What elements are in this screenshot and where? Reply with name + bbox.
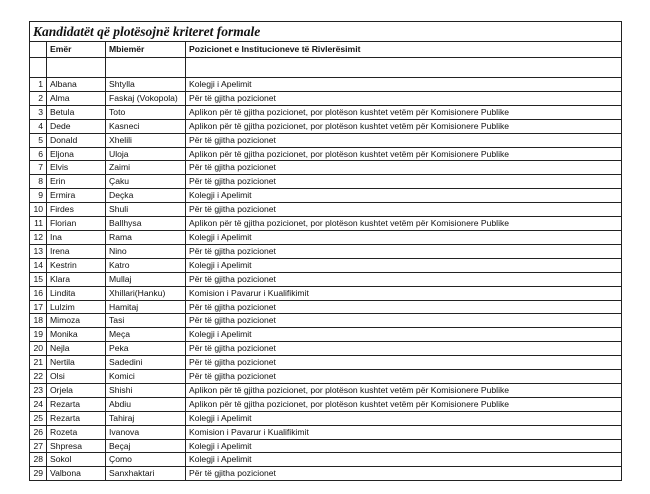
row-number: 3 bbox=[30, 105, 47, 119]
first-name-cell: Elvis bbox=[47, 161, 106, 175]
first-name-cell: Dede bbox=[47, 119, 106, 133]
row-number: 19 bbox=[30, 328, 47, 342]
position-cell: Kolegji i Apelimit bbox=[186, 453, 622, 467]
last-name-cell: Katro bbox=[106, 258, 186, 272]
last-name-cell: Komici bbox=[106, 370, 186, 384]
last-name-cell: Zaimi bbox=[106, 161, 186, 175]
table-row bbox=[30, 397, 622, 411]
row-number: 15 bbox=[30, 272, 47, 286]
last-name-cell: Rama bbox=[106, 230, 186, 244]
last-name-cell: Çaku bbox=[106, 175, 186, 189]
row-number: 4 bbox=[30, 119, 47, 133]
last-name-cell: Uloja bbox=[106, 147, 186, 161]
last-name-cell: Sanxhaktari bbox=[106, 467, 186, 481]
first-name-cell: Irena bbox=[47, 244, 106, 258]
position-cell: Kolegji i Apelimit bbox=[186, 411, 622, 425]
table-row bbox=[30, 272, 622, 286]
table-row bbox=[30, 147, 622, 161]
position-cell: Aplikon për të gjitha pozicionet, por plotëson kushtet vetëm për Komisionere Publike bbox=[186, 397, 622, 411]
blank-cell bbox=[106, 58, 186, 78]
table-row bbox=[30, 91, 622, 105]
last-name-cell: Beçaj bbox=[106, 439, 186, 453]
position-cell: Për të gjitha pozicionet bbox=[186, 203, 622, 217]
position-cell: Për të gjitha pozicionet bbox=[186, 467, 622, 481]
row-number: 9 bbox=[30, 189, 47, 203]
first-name-cell: Lindita bbox=[47, 286, 106, 300]
first-name-cell: Lulzim bbox=[47, 300, 106, 314]
row-number: 2 bbox=[30, 91, 47, 105]
blank-row bbox=[30, 58, 622, 78]
row-number: 10 bbox=[30, 203, 47, 217]
first-name-cell: Eljona bbox=[47, 147, 106, 161]
table-row bbox=[30, 286, 622, 300]
table-body bbox=[30, 78, 622, 481]
last-name-cell: Meça bbox=[106, 328, 186, 342]
table-row bbox=[30, 258, 622, 272]
position-cell: Për të gjitha pozicionet bbox=[186, 244, 622, 258]
row-number: 26 bbox=[30, 425, 47, 439]
table-row bbox=[30, 425, 622, 439]
row-number: 11 bbox=[30, 217, 47, 231]
row-number: 8 bbox=[30, 175, 47, 189]
header-first-name: Emër bbox=[47, 42, 106, 58]
table-row bbox=[30, 119, 622, 133]
table-row bbox=[30, 105, 622, 119]
position-cell: Aplikon për të gjitha pozicionet, por plotëson kushtet vetëm për Komisionere Publike bbox=[186, 119, 622, 133]
row-number: 16 bbox=[30, 286, 47, 300]
position-cell: Komision i Pavarur i Kualifikimit bbox=[186, 286, 622, 300]
first-name-cell: Nertila bbox=[47, 356, 106, 370]
position-cell: Për të gjitha pozicionet bbox=[186, 272, 622, 286]
last-name-cell: Peka bbox=[106, 342, 186, 356]
row-number: 13 bbox=[30, 244, 47, 258]
position-cell: Kolegji i Apelimit bbox=[186, 439, 622, 453]
first-name-cell: Olsi bbox=[47, 370, 106, 384]
row-number: 12 bbox=[30, 230, 47, 244]
position-cell: Aplikon për të gjitha pozicionet, por plotëson kushtet vetëm për Komisionere Publike bbox=[186, 105, 622, 119]
last-name-cell: Shuli bbox=[106, 203, 186, 217]
position-cell: Për të gjitha pozicionet bbox=[186, 342, 622, 356]
blank-cell bbox=[30, 58, 47, 78]
header-row bbox=[30, 42, 622, 58]
first-name-cell: Orjela bbox=[47, 383, 106, 397]
row-number: 7 bbox=[30, 161, 47, 175]
first-name-cell: Ina bbox=[47, 230, 106, 244]
table-row bbox=[30, 133, 622, 147]
first-name-cell: Valbona bbox=[47, 467, 106, 481]
last-name-cell: Tasi bbox=[106, 314, 186, 328]
row-number: 1 bbox=[30, 78, 47, 92]
title-row bbox=[30, 22, 622, 42]
table-row bbox=[30, 383, 622, 397]
row-number: 18 bbox=[30, 314, 47, 328]
first-name-cell: Albana bbox=[47, 78, 106, 92]
blank-cell bbox=[47, 58, 106, 78]
position-cell: Kolegji i Apelimit bbox=[186, 78, 622, 92]
first-name-cell: Donald bbox=[47, 133, 106, 147]
first-name-cell: Sokol bbox=[47, 453, 106, 467]
row-number: 25 bbox=[30, 411, 47, 425]
position-cell: Kolegji i Apelimit bbox=[186, 189, 622, 203]
first-name-cell: Erin bbox=[47, 175, 106, 189]
row-number: 24 bbox=[30, 397, 47, 411]
first-name-cell: Betula bbox=[47, 105, 106, 119]
row-number: 6 bbox=[30, 147, 47, 161]
last-name-cell: Xhelili bbox=[106, 133, 186, 147]
row-number: 20 bbox=[30, 342, 47, 356]
row-number: 29 bbox=[30, 467, 47, 481]
table-row bbox=[30, 411, 622, 425]
position-cell: Aplikon për të gjitha pozicionet, por plotëson kushtet vetëm për Komisionere Publike bbox=[186, 217, 622, 231]
last-name-cell: Faskaj (Vokopola) bbox=[106, 91, 186, 105]
table-row bbox=[30, 217, 622, 231]
row-number: 17 bbox=[30, 300, 47, 314]
position-cell: Kolegji i Apelimit bbox=[186, 258, 622, 272]
header-position: Pozicionet e Institucioneve të Rivlerësimit bbox=[186, 42, 622, 58]
first-name-cell: Alma bbox=[47, 91, 106, 105]
table-row bbox=[30, 230, 622, 244]
last-name-cell: Shtylla bbox=[106, 78, 186, 92]
position-cell: Për të gjitha pozicionet bbox=[186, 314, 622, 328]
table-row bbox=[30, 356, 622, 370]
position-cell: Për të gjitha pozicionet bbox=[186, 133, 622, 147]
row-number: 22 bbox=[30, 370, 47, 384]
first-name-cell: Rezarta bbox=[47, 411, 106, 425]
position-cell: Për të gjitha pozicionet bbox=[186, 161, 622, 175]
last-name-cell: Sadedini bbox=[106, 356, 186, 370]
position-cell: Kolegji i Apelimit bbox=[186, 230, 622, 244]
table-row bbox=[30, 189, 622, 203]
table-row bbox=[30, 203, 622, 217]
last-name-cell: Nino bbox=[106, 244, 186, 258]
last-name-cell: Çomo bbox=[106, 453, 186, 467]
first-name-cell: Ermira bbox=[47, 189, 106, 203]
first-name-cell: Shpresa bbox=[47, 439, 106, 453]
last-name-cell: Kasneci bbox=[106, 119, 186, 133]
first-name-cell: Mimoza bbox=[47, 314, 106, 328]
table-row bbox=[30, 175, 622, 189]
table-title: Kandidatët që plotësojnë kriteret formale bbox=[30, 22, 622, 42]
last-name-cell: Deçka bbox=[106, 189, 186, 203]
position-cell: Për të gjitha pozicionet bbox=[186, 91, 622, 105]
table-row bbox=[30, 370, 622, 384]
candidates-table bbox=[29, 21, 622, 481]
last-name-cell: Hamitaj bbox=[106, 300, 186, 314]
row-number: 23 bbox=[30, 383, 47, 397]
last-name-cell: Ballhysa bbox=[106, 217, 186, 231]
table-row bbox=[30, 300, 622, 314]
header-number bbox=[30, 42, 47, 58]
row-number: 5 bbox=[30, 133, 47, 147]
table-row bbox=[30, 467, 622, 481]
table-row bbox=[30, 78, 622, 92]
table-row bbox=[30, 328, 622, 342]
header-last-name: Mbiemër bbox=[106, 42, 186, 58]
blank-cell bbox=[186, 58, 622, 78]
row-number: 27 bbox=[30, 439, 47, 453]
position-cell: Për të gjitha pozicionet bbox=[186, 356, 622, 370]
table-row bbox=[30, 342, 622, 356]
first-name-cell: Firdes bbox=[47, 203, 106, 217]
table-row bbox=[30, 244, 622, 258]
position-cell: Aplikon për të gjitha pozicionet, por plotëson kushtet vetëm për Komisionere Publike bbox=[186, 147, 622, 161]
position-cell: Kolegji i Apelimit bbox=[186, 328, 622, 342]
position-cell: Aplikon për të gjitha pozicionet, por plotëson kushtet vetëm për Komisionere Publike bbox=[186, 383, 622, 397]
table-row bbox=[30, 161, 622, 175]
last-name-cell: Tahiraj bbox=[106, 411, 186, 425]
first-name-cell: Nejla bbox=[47, 342, 106, 356]
last-name-cell: Xhillari(Hanku) bbox=[106, 286, 186, 300]
last-name-cell: Mullaj bbox=[106, 272, 186, 286]
position-cell: Për të gjitha pozicionet bbox=[186, 175, 622, 189]
first-name-cell: Rozeta bbox=[47, 425, 106, 439]
first-name-cell: Klara bbox=[47, 272, 106, 286]
position-cell: Për të gjitha pozicionet bbox=[186, 300, 622, 314]
last-name-cell: Shishi bbox=[106, 383, 186, 397]
table-row bbox=[30, 314, 622, 328]
table-row bbox=[30, 439, 622, 453]
last-name-cell: Abdiu bbox=[106, 397, 186, 411]
first-name-cell: Rezarta bbox=[47, 397, 106, 411]
table-row bbox=[30, 453, 622, 467]
first-name-cell: Monika bbox=[47, 328, 106, 342]
row-number: 14 bbox=[30, 258, 47, 272]
first-name-cell: Florian bbox=[47, 217, 106, 231]
position-cell: Për të gjitha pozicionet bbox=[186, 370, 622, 384]
row-number: 28 bbox=[30, 453, 47, 467]
last-name-cell: Ivanova bbox=[106, 425, 186, 439]
row-number: 21 bbox=[30, 356, 47, 370]
first-name-cell: Kestrin bbox=[47, 258, 106, 272]
position-cell: Komision i Pavarur i Kualifikimit bbox=[186, 425, 622, 439]
last-name-cell: Toto bbox=[106, 105, 186, 119]
